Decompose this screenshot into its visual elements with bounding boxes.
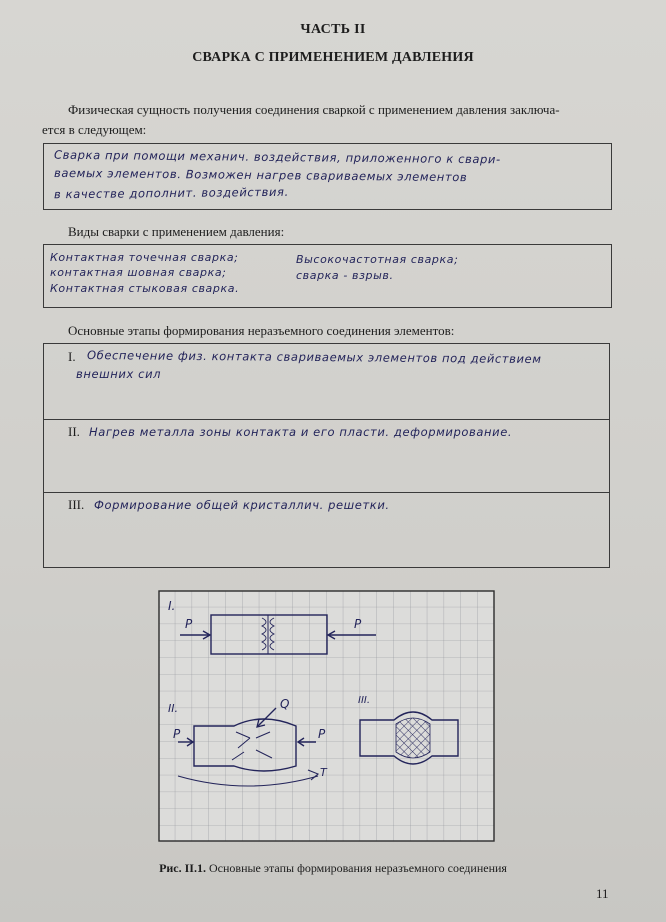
q2-col2-line1: Высокочастотная сварка;: [296, 253, 459, 266]
q1-answer-box[interactable]: [43, 143, 612, 210]
stage-1-line2: внешних сил: [76, 367, 162, 381]
q1-prompt-line2: ется в следующем:: [42, 122, 147, 137]
caption-figure-number: Рис. II.1.: [159, 861, 206, 875]
fig-p-right-2: P: [318, 727, 326, 741]
stage-row-2[interactable]: [44, 420, 609, 492]
stage-row-3[interactable]: [44, 493, 609, 566]
stage-row-1[interactable]: [44, 344, 609, 419]
q2-prompt: Виды сварки с применением давления:: [68, 224, 285, 239]
q1-answer-line3: в качестве дополнит. воздействия.: [53, 184, 289, 202]
stage-3-line1: Формирование общей кристаллич. решетки.: [94, 498, 390, 512]
fig-p-right-1: P: [354, 617, 362, 631]
figure-caption: [0, 861, 666, 876]
figure-sketch: [158, 590, 495, 842]
stage-1-number: I.: [68, 349, 76, 364]
stage-1-line1: Обеспечение физ. контакта свариваемых элементов под действием: [86, 348, 542, 366]
q1-prompt-line1: Физическая сущность получения соединения сваркой с применением давления заключа-: [68, 102, 560, 117]
fig-label-I: I.: [168, 599, 176, 613]
q2-answer-box[interactable]: [43, 244, 612, 308]
stage-2-line1: Нагрев металла зоны контакта и его пласти. деформирование.: [89, 425, 513, 439]
q2-col1-line2: контактная шовная сварка;: [50, 266, 227, 279]
page-number: 11: [596, 886, 609, 901]
section-title: СВАРКА С ПРИМЕНЕНИЕМ ДАВЛЕНИЯ: [192, 50, 474, 65]
q1-answer-line2: ваемых элементов. Возможен нагрев свариваемых элементов: [53, 165, 468, 185]
q3-prompt: Основные этапы формирования неразъемного соединения элементов:: [68, 323, 455, 338]
q2-col2-line2: сварка - взрыв.: [296, 269, 394, 282]
part-heading: ЧАСТЬ II: [300, 22, 366, 37]
stage-3-number: III.: [68, 497, 85, 512]
fig-label-III: III.: [358, 695, 371, 706]
q3-stages-table: [43, 343, 610, 568]
q2-col1-line3: Контактная стыковая сварка.: [50, 282, 240, 295]
q2-col1-line1: Контактная точечная сварка;: [50, 251, 239, 264]
caption-text: Основные этапы формирования неразъемного соединения: [205, 861, 507, 875]
fig-p-left-2: P: [173, 727, 181, 741]
stage3-crystal-lattice: [396, 718, 430, 758]
stage-2-number: II.: [68, 424, 80, 439]
fig-p-left-1: P: [185, 617, 193, 631]
q1-answer-line1: Сварка при помощи механич. воздействия, приложенного к свари-: [53, 147, 501, 167]
fig-q-label: Q: [280, 697, 290, 711]
fig-t-label: T: [320, 766, 327, 779]
fig-label-II: II.: [168, 702, 178, 715]
